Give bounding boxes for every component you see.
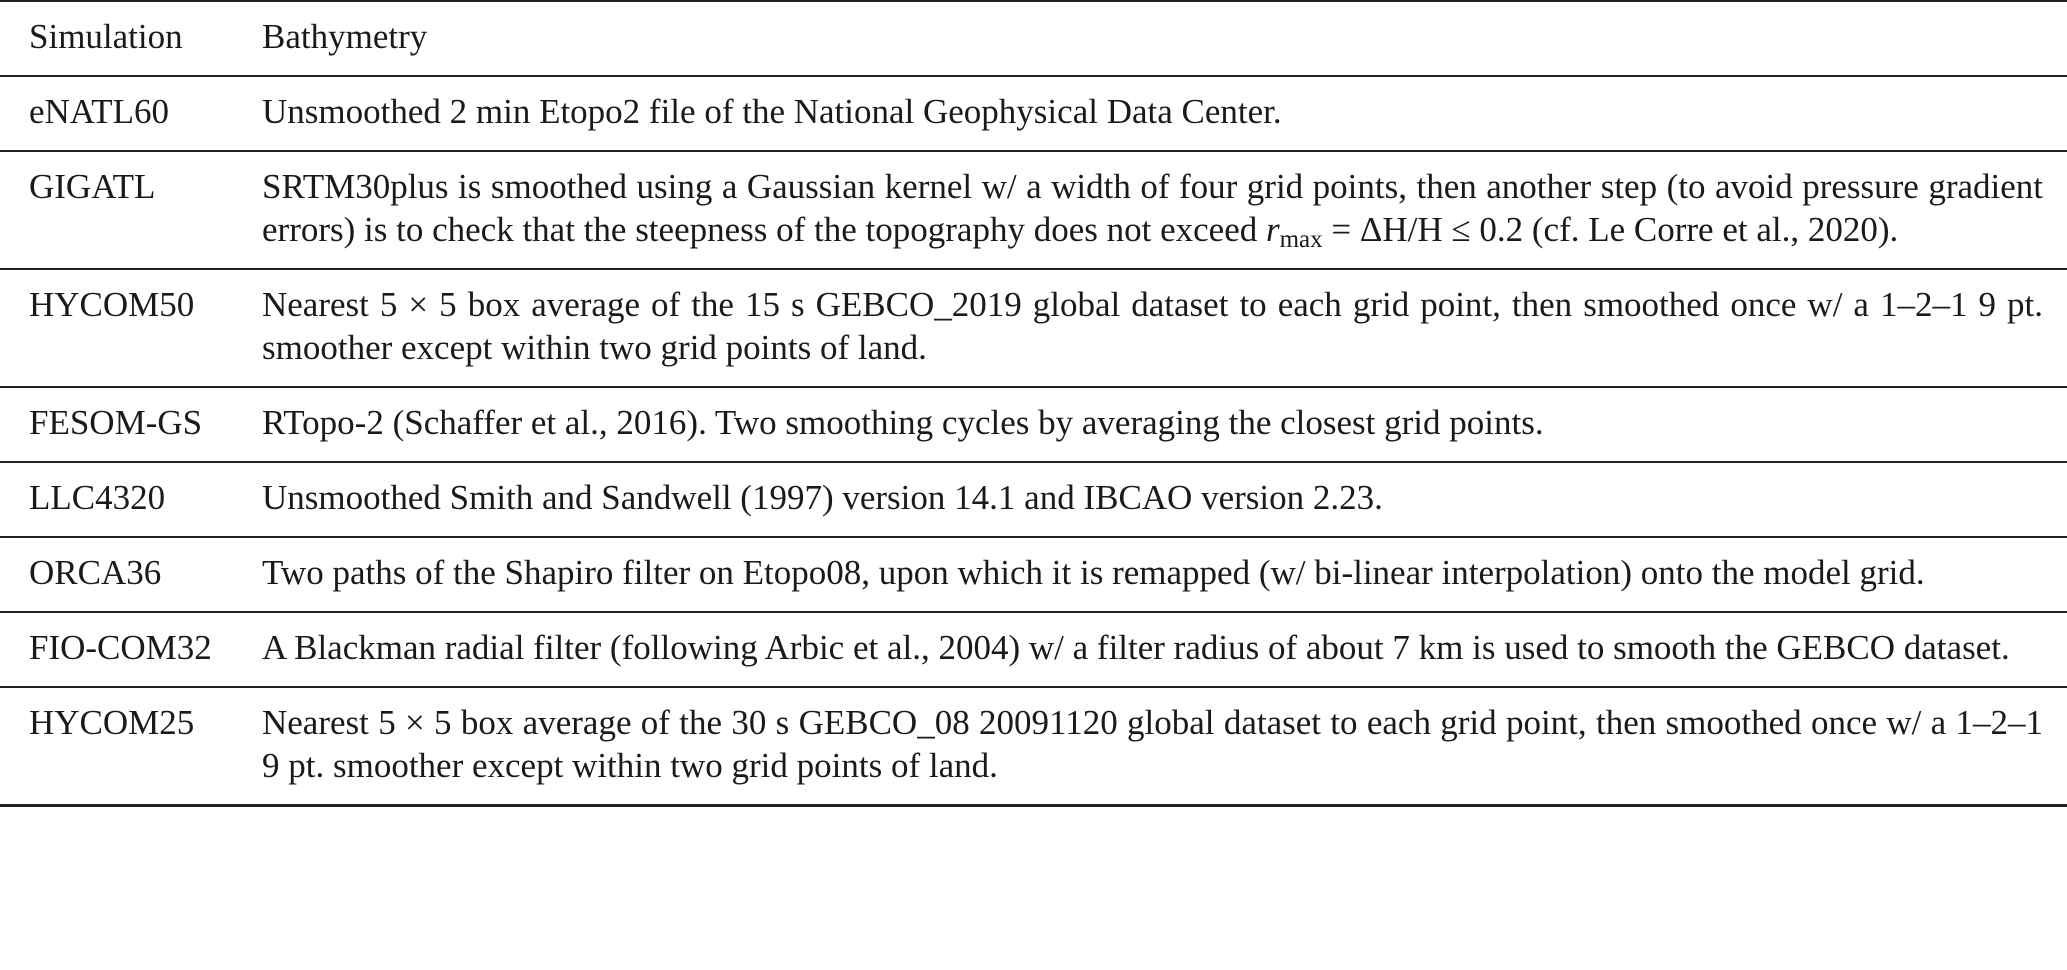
cell-simulation: GIGATL (0, 151, 262, 269)
formula-r: r (1265, 210, 1280, 249)
cell-simulation: FESOM-GS (0, 387, 262, 462)
table-row (0, 537, 2067, 612)
table-row (0, 687, 2067, 806)
formula-rhs: = ΔH/H ≤ 0.2 (1322, 210, 1524, 249)
cell-bathymetry: Nearest 5 × 5 box average of the 30 s GEBCO_08 20091120 global dataset to each grid point, then smoothed once w/ a 1–2–1 9 pt. smoother except within two grid points of land. (262, 687, 2067, 806)
cell-simulation: LLC4320 (0, 462, 262, 537)
bathymetry-text-post: (cf. Le Corre et al., 2020). (1523, 210, 1899, 249)
cell-bathymetry: Two paths of the Shapiro filter on Etopo08, upon which it is remapped (w/ bi-linear interpolation) onto the model grid. (262, 537, 2067, 612)
table-row (0, 269, 2067, 387)
cell-simulation: FIO-COM32 (0, 612, 262, 687)
table-row (0, 462, 2067, 537)
table-row (0, 76, 2067, 151)
bathymetry-text-pre: SRTM30plus is smoothed using a Gaussian kernel w/ a width of four grid points, then another step (to avoid pressure gradient errors) is to check that the steepness of the topography does not exceed (262, 167, 2043, 249)
table-row (0, 151, 2067, 269)
cell-bathymetry: A Blackman radial filter (following Arbic et al., 2004) w/ a filter radius of about 7 km is used to smooth the GEBCO dataset. (262, 612, 2067, 687)
cell-simulation: HYCOM50 (0, 269, 262, 387)
formula-subscript: max (1279, 226, 1323, 253)
table-row (0, 612, 2067, 687)
cell-bathymetry: Nearest 5 × 5 box average of the 15 s GEBCO_2019 global dataset to each grid point, then smoothed once w/ a 1–2–1 9 pt. smoother except within two grid points of land. (262, 269, 2067, 387)
header-bathymetry: Bathymetry (262, 1, 2067, 76)
cell-bathymetry (262, 151, 2067, 269)
cell-bathymetry: RTopo-2 (Schaffer et al., 2016). Two smoothing cycles by averaging the closest grid points. (262, 387, 2067, 462)
steepness-formula (1265, 210, 1524, 253)
table-header-row (0, 1, 2067, 76)
cell-bathymetry: Unsmoothed 2 min Etopo2 file of the National Geophysical Data Center. (262, 76, 2067, 151)
header-simulation: Simulation (0, 1, 262, 76)
table-row (0, 387, 2067, 462)
cell-bathymetry: Unsmoothed Smith and Sandwell (1997) version 14.1 and IBCAO version 2.23. (262, 462, 2067, 537)
cell-simulation: eNATL60 (0, 76, 262, 151)
cell-simulation: ORCA36 (0, 537, 262, 612)
cell-simulation: HYCOM25 (0, 687, 262, 806)
